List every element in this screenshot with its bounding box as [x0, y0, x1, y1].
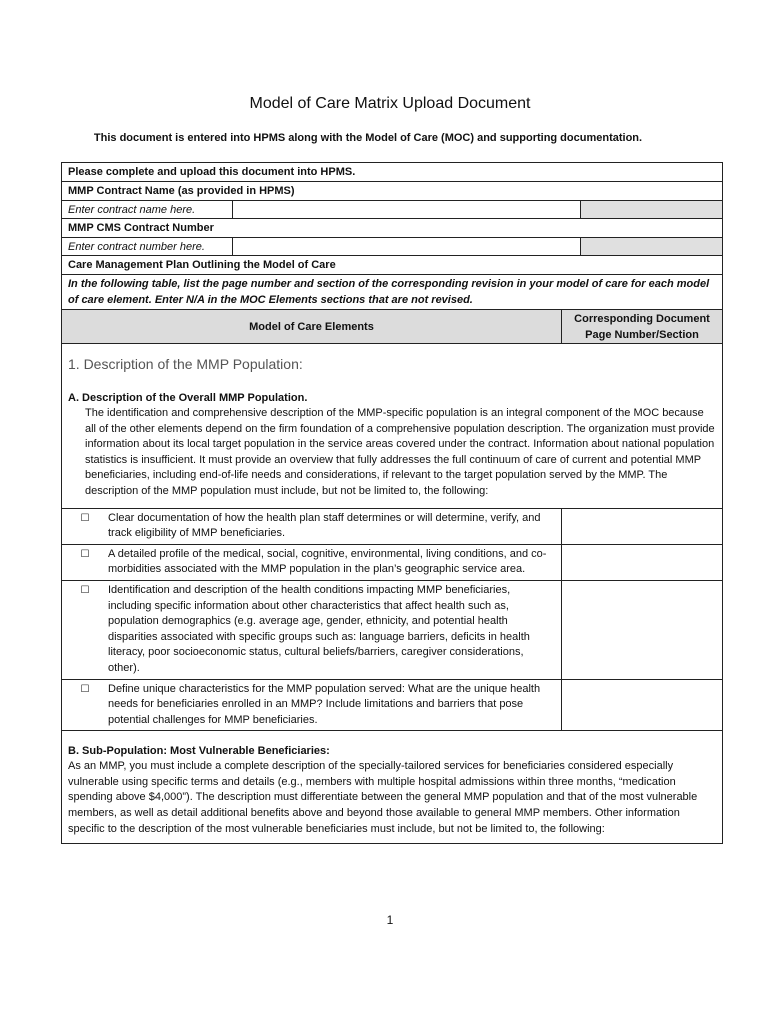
care-plan-label: Care Management Plan Outlining the Model of Care [62, 256, 722, 275]
subsection-b-body: As an MMP, you must include a complete description of the specially-tailored services for beneficiaries considered especially vulnerable using specific terms and details (e.g., members with multiple hospital admissions within three months, “medication spending above $4,000”). The description must differentiate between the general MMP population and that of the most vulnerable members, as well as detail additional benefits above and beyond those available to general MMP members. Other information specific to the description of the most vulnerable beneficiaries must include, but not be limited to, the following: [68, 760, 698, 835]
contract-number-row [62, 238, 722, 256]
page-title: Model of Care Matrix Upload Document [249, 95, 531, 112]
document-reference-cell[interactable] [562, 680, 722, 731]
checkbox-icon[interactable]: ☐ [80, 512, 90, 524]
section-1-intro [62, 356, 722, 509]
contract-name-label: MMP Contract Name (as provided in HPMS) [62, 182, 722, 201]
col-header-elements: Model of Care Elements [62, 310, 562, 343]
checklist-row [62, 545, 722, 581]
moc-matrix-form [61, 162, 723, 844]
document-reference-cell[interactable] [562, 545, 722, 580]
checklist-item-text: Define unique characteristics for the MMP population served: What are the unique health needs for beneficiaries enrolled in an MMP? Include limitations and barriers that pose potential challenges for MMP beneficiaries. [108, 682, 541, 726]
subsection-b [62, 731, 722, 843]
contract-number-field[interactable]: Enter contract number here. [62, 238, 233, 255]
contract-number-label: MMP CMS Contract Number [62, 219, 722, 238]
contract-name-shaded-cell [581, 201, 722, 218]
contract-name-blank-cell[interactable] [233, 201, 581, 218]
contract-number-blank-cell[interactable] [233, 238, 581, 255]
checkbox-icon[interactable]: ☐ [80, 548, 90, 560]
subsection-a-body: The identification and comprehensive description of the MMP-specific population is an integral component of the MOC because all of the other elements depend on the firm foundation of a comprehensive population description. The organization must provide information about its local target population in the service areas covered under the contract. Information about national population statistics is insufficient. It must provide an overview that fully addresses the full continuum of care of current and potential MMP beneficiaries, including end-of-life needs and considerations, if relevant to the target population served by the MMP. The description of the MMP population must include, but not be limited to, the following: [85, 407, 715, 497]
document-reference-cell[interactable] [562, 581, 722, 679]
document-reference-cell[interactable] [562, 509, 722, 544]
table-instructions: In the following table, list the page number and section of the corresponding revision in your model of care for each model of care element. Enter N/A in the MOC Elements sections that are not revised. [62, 275, 722, 310]
contract-name-field[interactable]: Enter contract name here. [62, 201, 233, 218]
contract-number-shaded-cell [581, 238, 722, 255]
checkbox-icon[interactable]: ☐ [80, 584, 90, 596]
checklist-row [62, 581, 722, 680]
checklist-item-text: A detailed profile of the medical, social, cognitive, environmental, living conditions, and co-morbidities associated with the MMP population in the plan’s geographic service area. [108, 547, 547, 576]
col-header-document: Corresponding Document Page Number/Section [574, 313, 710, 341]
checklist-item-text: Identification and description of the health conditions impacting MMP beneficiaries, including specific information about other characteristics that affect health such as, population demographics (e.g. average age, gender, ethnicity, and potential health disparities associated with specific groups such as: language barriers, deficits in health literacy, poor socioeconomic status, cultural beliefs/barriers, caregiver considerations, other). [108, 583, 530, 674]
form-intro: Please complete and upload this document into HPMS. [62, 163, 722, 182]
checklist-row [62, 680, 722, 732]
checkbox-icon[interactable]: ☐ [80, 683, 90, 695]
page-number: 1 [386, 913, 394, 927]
checklist-row [62, 509, 722, 545]
subsection-b-title: B. Sub-Population: Most Vulnerable Beneficiaries: [68, 745, 330, 758]
table-header [62, 310, 722, 344]
document-subtitle: This document is entered into HPMS along with the Model of Care (MOC) and supporting documentation. [93, 132, 643, 144]
contract-name-row [62, 201, 722, 219]
section-1-title: 1. Description of the MMP Population: [68, 356, 303, 372]
checklist-item-text: Clear documentation of how the health plan staff determines or will determine, verify, and track eligibility of MMP beneficiaries. [108, 511, 541, 540]
subsection-a-title: A. Description of the Overall MMP Population. [68, 392, 308, 404]
